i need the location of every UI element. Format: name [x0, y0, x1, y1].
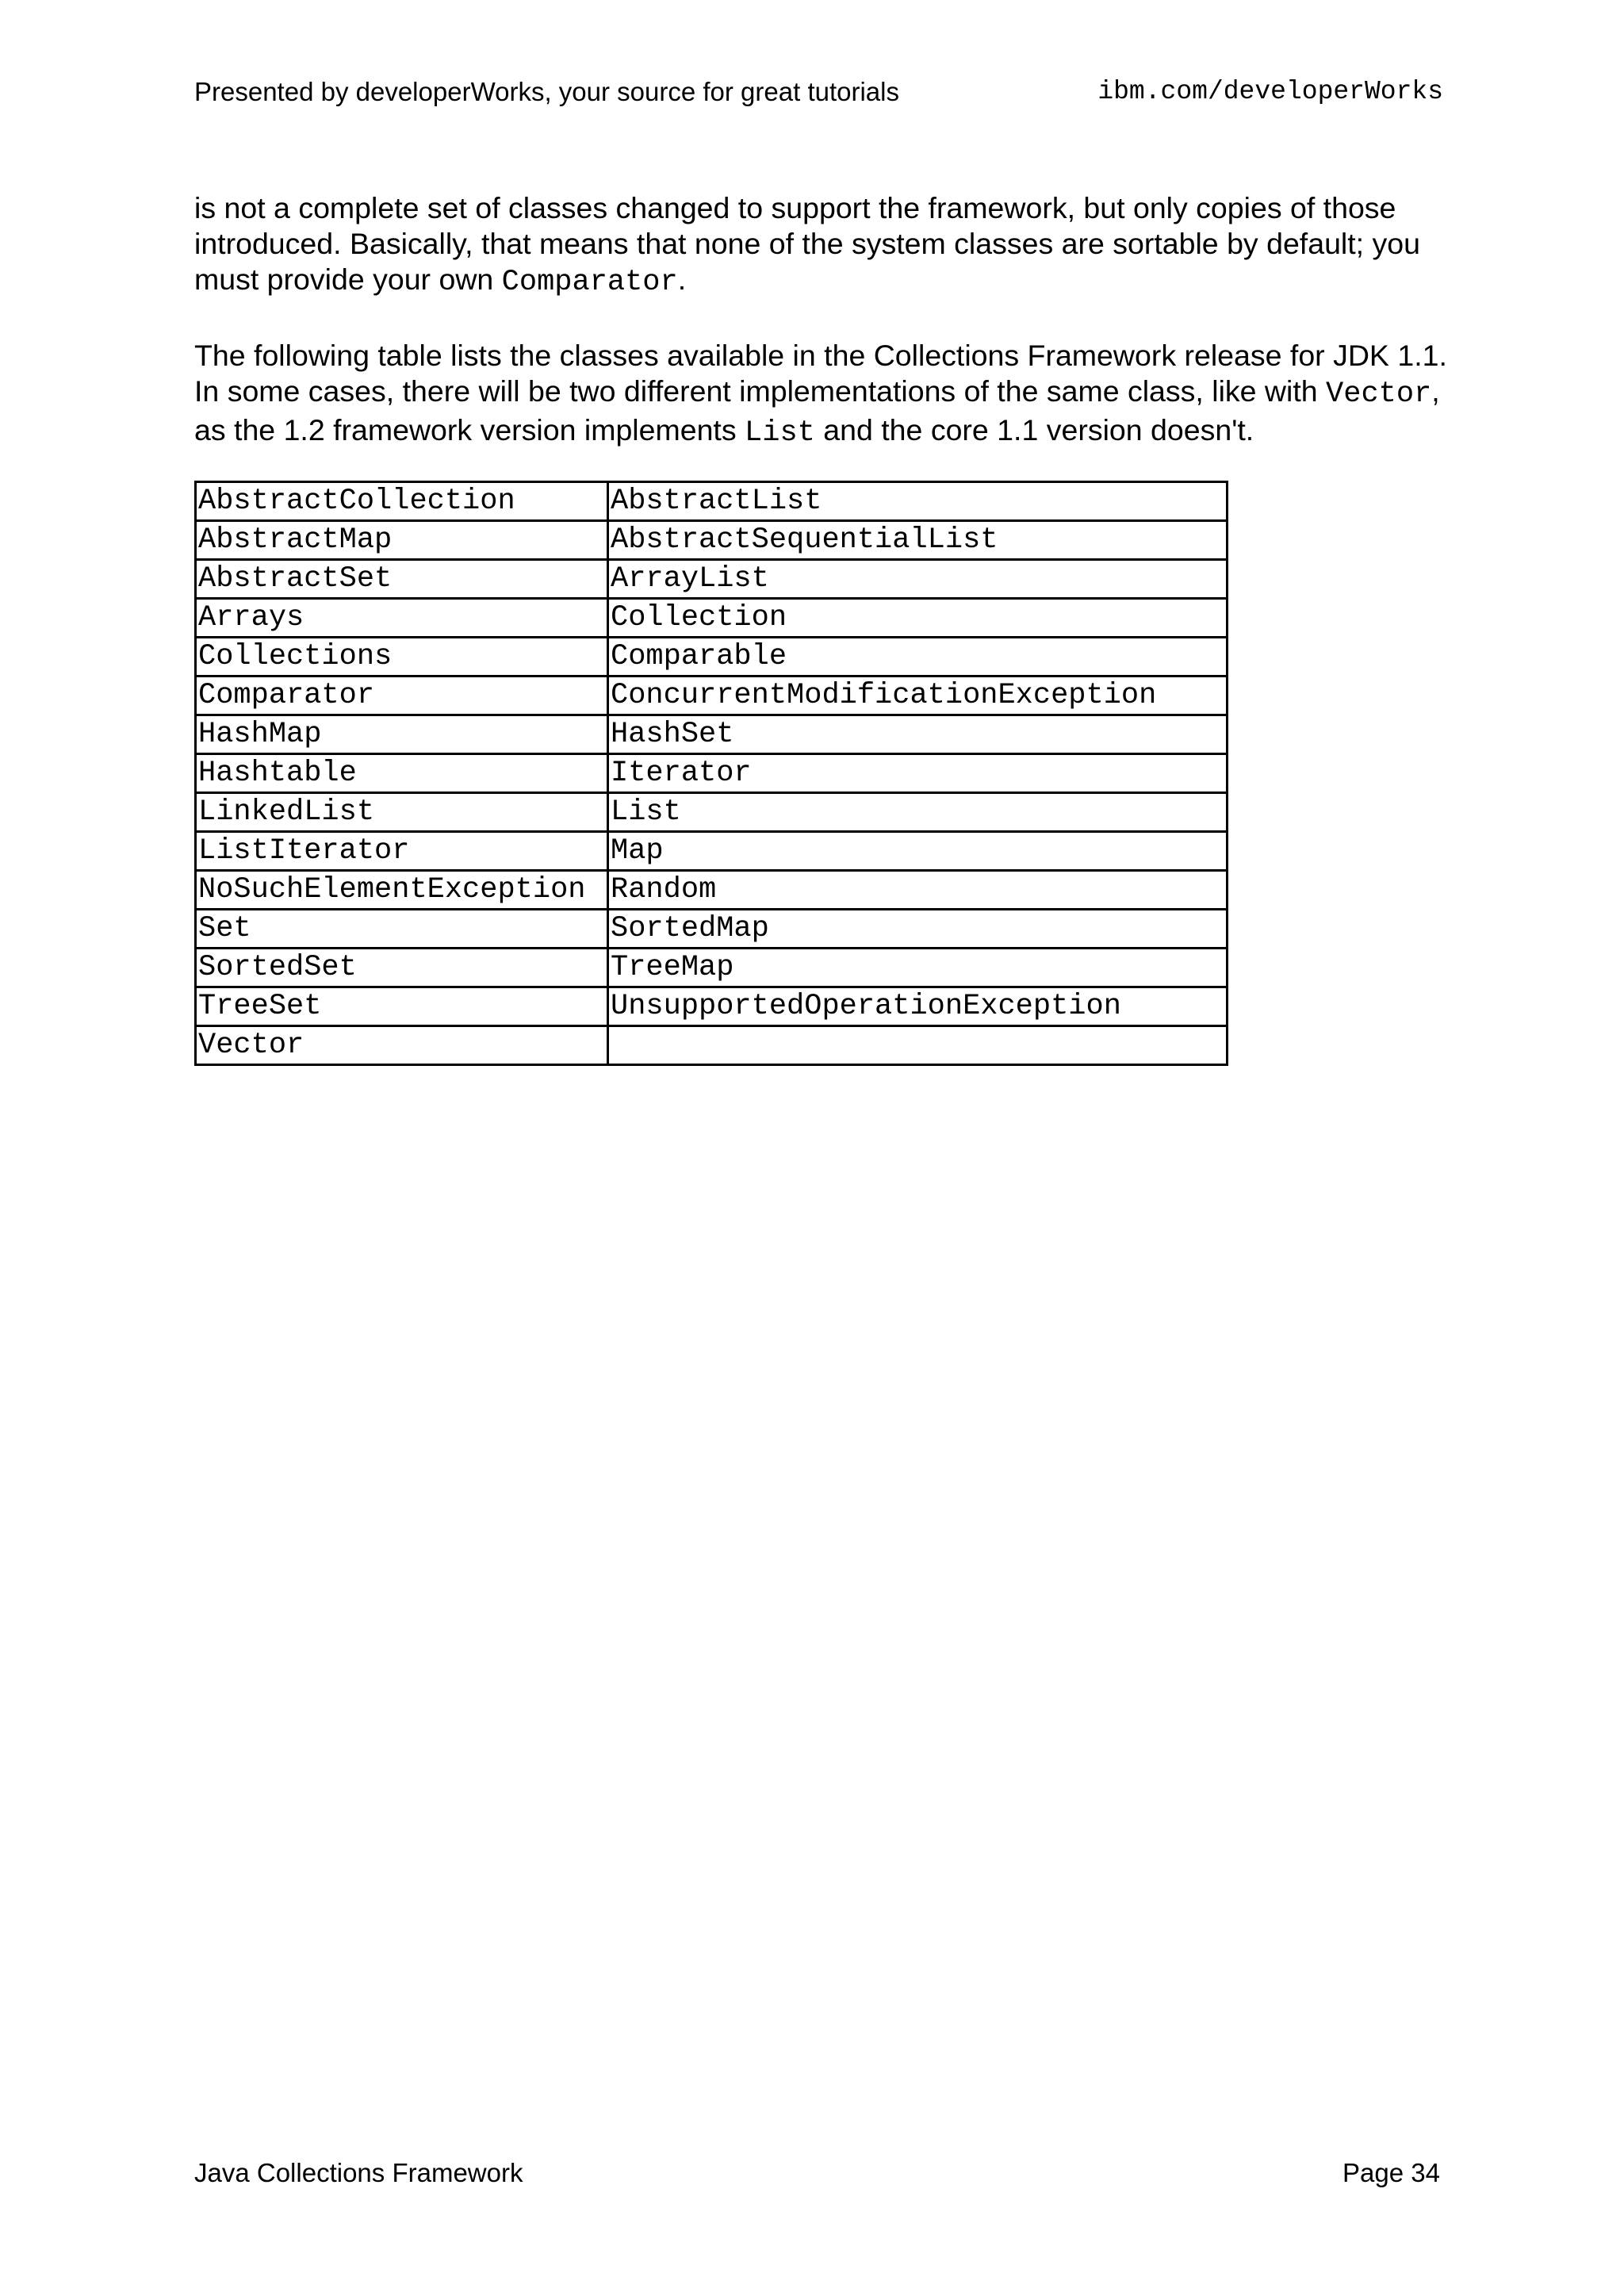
comparator-code: Comparator [501, 266, 678, 299]
table-row [196, 521, 1228, 560]
table-cell: ConcurrentModificationException [608, 677, 1228, 715]
list-code: List [745, 416, 815, 450]
table-cell: Arrays [196, 599, 608, 638]
table-cell [608, 1026, 1228, 1065]
table-cell: AbstractSet [196, 560, 608, 599]
table-cell: LinkedList [196, 793, 608, 832]
table-cell: Hashtable [196, 754, 608, 793]
table-cell: AbstractList [608, 482, 1228, 521]
table-cell: AbstractSequentialList [608, 521, 1228, 560]
table-cell: ListIterator [196, 832, 608, 871]
table-row [196, 793, 1228, 832]
table-description-text-3: and the core 1.1 version doesn't. [814, 413, 1254, 447]
table-description-text-1: The following table lists the classes available in the Collections Framework release for JDK 1.1. In some cases, there will be two different implementations of the same class, like with [194, 339, 1447, 408]
table-row [196, 949, 1228, 987]
table-cell: SortedSet [196, 949, 608, 987]
table-cell: Collections [196, 638, 608, 677]
table-cell: AbstractMap [196, 521, 608, 560]
table-cell: NoSuchElementException [196, 871, 608, 910]
table-cell: Map [608, 832, 1228, 871]
vector-code: Vector [1326, 378, 1432, 411]
table-row [196, 560, 1228, 599]
table-cell: Iterator [608, 754, 1228, 793]
table-row [196, 677, 1228, 715]
table-row [196, 1026, 1228, 1065]
header-site-url: ibm.com/developerWorks [1097, 77, 1443, 106]
table-row [196, 638, 1228, 677]
table-cell: HashSet [608, 715, 1228, 754]
table-row [196, 482, 1228, 521]
footer-page-number: Page 34 [1342, 2158, 1440, 2187]
table-cell: Collection [608, 599, 1228, 638]
intro-paragraph-end: . [677, 263, 687, 296]
table-cell: Set [196, 910, 608, 949]
table-row [196, 599, 1228, 638]
collections-classes-table-body [196, 482, 1228, 1065]
table-cell: SortedMap [608, 910, 1228, 949]
table-cell: UnsupportedOperationException [608, 987, 1228, 1026]
table-cell: Vector [196, 1026, 608, 1065]
table-row [196, 987, 1228, 1026]
collections-classes-table [194, 481, 1228, 1066]
table-cell: Comparable [608, 638, 1228, 677]
table-cell: Random [608, 871, 1228, 910]
table-cell: TreeSet [196, 987, 608, 1026]
table-row [196, 754, 1228, 793]
table-cell: AbstractCollection [196, 482, 608, 521]
header-tagline: Presented by developerWorks, your source for great tutorials [194, 77, 899, 106]
table-description-paragraph [194, 338, 1447, 451]
table-cell: TreeMap [608, 949, 1228, 987]
table-cell: ArrayList [608, 560, 1228, 599]
footer-document-title: Java Collections Framework [194, 2158, 523, 2187]
table-cell: Comparator [196, 677, 608, 715]
table-row [196, 910, 1228, 949]
table-row [196, 832, 1228, 871]
intro-paragraph [194, 190, 1447, 301]
table-row [196, 715, 1228, 754]
table-description-text-2: , as the 1.2 framework version implements [194, 374, 1440, 447]
intro-paragraph-text: is not a complete set of classes changed to support the framework, but only copies of those introduced. Basically, that means that none of the system classes are sortable by default; you must provide your own [194, 191, 1420, 296]
table-cell: HashMap [196, 715, 608, 754]
table-cell: List [608, 793, 1228, 832]
table-row [196, 871, 1228, 910]
